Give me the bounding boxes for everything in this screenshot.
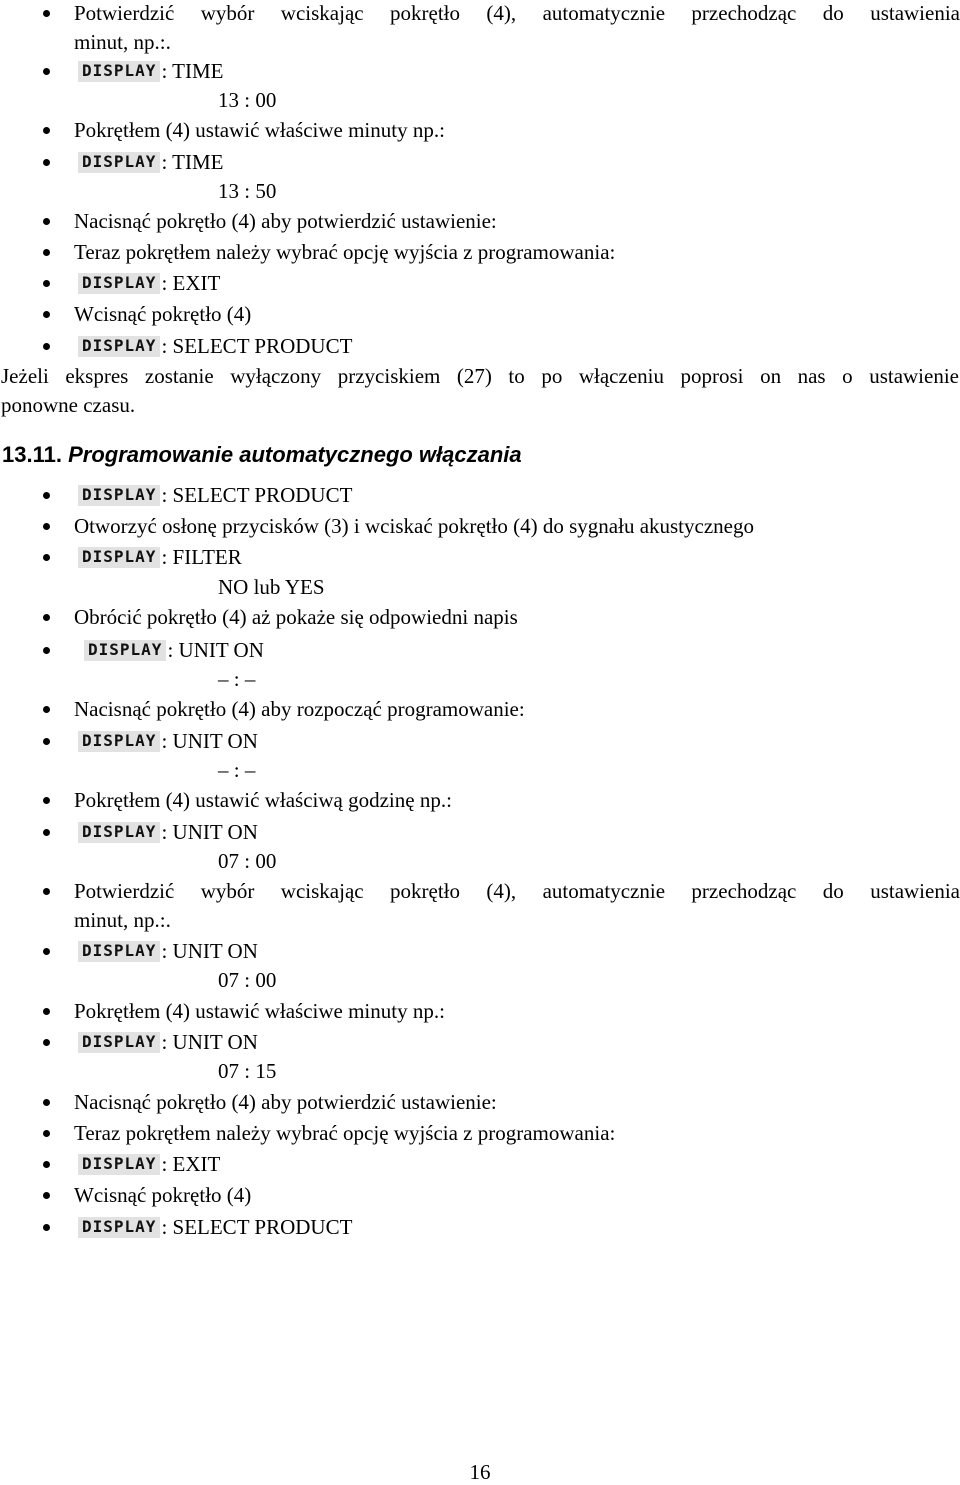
instruction-text: Pokrętłem (4) ustawić właściwe minuty np.:: [74, 118, 445, 142]
bullet: [43, 1130, 50, 1137]
bullet: [43, 343, 50, 350]
display-text: : TIME: [161, 59, 224, 83]
display-label: DISPLAY: [78, 822, 160, 843]
instruction-text: Nacisnąć pokrętło (4) aby potwierdzić ustawienie:: [74, 209, 497, 233]
display-text: : UNIT ON: [161, 820, 258, 844]
display-text: : EXIT: [161, 271, 221, 295]
paragraph-text: Jeżeli ekspres zostanie wyłączony przyciskiem (27) to po włączeniu poprosi on nas o ustawienie: [1, 364, 959, 388]
bullet: [43, 10, 50, 17]
display-text: : UNIT ON: [161, 939, 258, 963]
bullet: [43, 614, 50, 621]
bullet: [43, 829, 50, 836]
display-value: – : –: [218, 758, 256, 782]
bullet: [43, 249, 50, 256]
display-text: : TIME: [161, 150, 224, 174]
display-label: DISPLAY: [78, 61, 160, 82]
display-label: DISPLAY: [78, 1154, 160, 1175]
bullet: [43, 523, 50, 530]
instruction-text: Teraz pokrętłem należy wybrać opcję wyjścia z programowania:: [74, 1121, 616, 1145]
display-value: 07 : 15: [218, 1059, 277, 1083]
display-value: 13 : 00: [218, 88, 277, 112]
display-text: : EXIT: [161, 1152, 221, 1176]
instruction-text: Potwierdzić wybór wciskając pokrętło (4), automatycznie przechodząc do ustawienia: [74, 879, 960, 903]
instruction-text: Wcisnąć pokrętło (4): [74, 302, 252, 326]
display-value: 13 : 50: [218, 179, 277, 203]
display-value: 07 : 00: [218, 849, 277, 873]
paragraph-text: ponowne czasu.: [1, 393, 136, 417]
instruction-text: Potwierdzić wybór wciskając pokrętło (4), automatycznie przechodząc do ustawienia: [74, 1, 960, 25]
display-value: NO lub YES: [218, 575, 325, 599]
bullet: [43, 554, 50, 561]
bullet: [43, 68, 50, 75]
bullet: [43, 492, 50, 499]
display-label: DISPLAY: [78, 547, 160, 568]
instruction-text: Pokrętłem (4) ustawić właściwą godzinę np.:: [74, 788, 452, 812]
display-label: DISPLAY: [78, 273, 160, 294]
display-text: : SELECT PRODUCT: [161, 1215, 353, 1239]
display-label: DISPLAY: [78, 1032, 160, 1053]
bullet: [43, 280, 50, 287]
display-label: DISPLAY: [78, 1217, 160, 1238]
display-text: : UNIT ON: [161, 1030, 258, 1054]
bullet: [43, 159, 50, 166]
instruction-text: Wcisnąć pokrętło (4): [74, 1183, 252, 1207]
display-label: DISPLAY: [78, 731, 160, 752]
display-text: : UNIT ON: [161, 729, 258, 753]
instruction-text: Otworzyć osłonę przycisków (3) i wciskać pokrętło (4) do sygnału akustycznego: [74, 514, 754, 538]
display-text: : SELECT PRODUCT: [161, 483, 353, 507]
bullet: [43, 1008, 50, 1015]
display-label: DISPLAY: [78, 485, 160, 506]
bullet: [43, 948, 50, 955]
instruction-text: Obrócić pokrętło (4) aż pokaże się odpowiedni napis: [74, 605, 518, 629]
display-label: DISPLAY: [78, 152, 160, 173]
instruction-text: Pokrętłem (4) ustawić właściwe minuty np.:: [74, 999, 445, 1023]
bullet: [43, 797, 50, 804]
bullet: [43, 311, 50, 318]
bullet: [43, 706, 50, 713]
display-label: DISPLAY: [78, 941, 160, 962]
bullet: [43, 888, 50, 895]
section-number: 13.11.: [2, 442, 62, 467]
display-value: 07 : 00: [218, 968, 277, 992]
instruction-text: minut, np.:.: [74, 908, 171, 932]
bullet: [43, 1192, 50, 1199]
bullet: [43, 1161, 50, 1168]
bullet: [43, 1224, 50, 1231]
section-title: Programowanie automatycznego włączania: [68, 442, 522, 467]
bullet: [43, 218, 50, 225]
bullet: [43, 127, 50, 134]
bullet: [43, 738, 50, 745]
instruction-text: minut, np.:.: [74, 30, 171, 54]
display-label: DISPLAY: [78, 336, 160, 357]
display-text: : FILTER: [161, 545, 242, 569]
bullet: [43, 1099, 50, 1106]
page-number: 16: [469, 1460, 491, 1484]
display-text: : UNIT ON: [167, 638, 264, 662]
bullet: [43, 647, 50, 654]
instruction-text: Nacisnąć pokrętło (4) aby rozpocząć programowanie:: [74, 697, 525, 721]
display-value: – : –: [218, 667, 256, 691]
bullet: [43, 1039, 50, 1046]
display-text: : SELECT PRODUCT: [161, 334, 353, 358]
display-label: DISPLAY: [84, 640, 166, 661]
instruction-text: Nacisnąć pokrętło (4) aby potwierdzić ustawienie:: [74, 1090, 497, 1114]
instruction-text: Teraz pokrętłem należy wybrać opcję wyjścia z programowania:: [74, 240, 616, 264]
